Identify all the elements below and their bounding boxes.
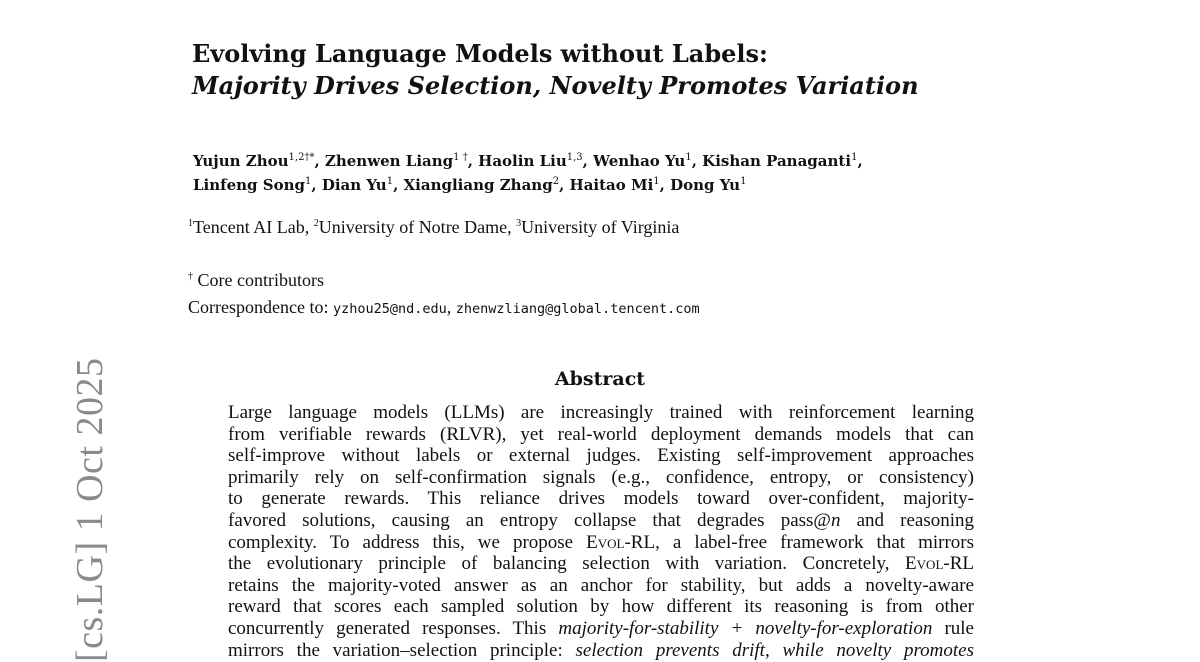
email-link[interactable]: zhenwzliang@global.tencent.com	[455, 301, 700, 317]
abstract-line: complexity. To address this, we propose Evol-RL, a label-free framework that mirrors	[228, 531, 975, 553]
title-line-2: Majority Drives Selection, Novelty Promotes Variation	[192, 71, 919, 100]
paper-title	[192, 38, 919, 102]
author: Wenhao Yu	[593, 152, 686, 170]
correspondence-label: Correspondence to:	[188, 297, 329, 317]
author: Kishan Panaganti	[702, 152, 852, 170]
author-sup: 1	[740, 176, 747, 187]
correspondence: Correspondence to: yzhou25@nd.edu, zhenwzliang@global.tencent.com	[188, 297, 700, 317]
abstract-heading: Abstract	[554, 368, 646, 390]
abstract-line: the evolutionary principle of balancing selection with variation. Concretely, Evol-RL	[228, 553, 974, 575]
contributors-note	[188, 270, 324, 291]
author-sup: 1,2†*	[288, 152, 315, 163]
author-sup: 1	[386, 176, 394, 187]
author: Haitao Mi	[569, 176, 654, 194]
email-link[interactable]: yzhou25@nd.edu	[332, 301, 447, 317]
abstract-body	[228, 402, 975, 661]
title-line-1: Evolving Language Models without Labels:	[192, 39, 768, 68]
author-sup: 1	[685, 152, 692, 163]
affiliation: Tencent AI Lab	[193, 217, 305, 237]
author-sup: 1 †	[453, 152, 468, 163]
affiliation: University of Notre Dame	[318, 217, 508, 237]
author: Dong Yu	[670, 176, 741, 194]
abstract-line: Large language models (LLMs) are increasingly trained with reinforcement learning	[228, 402, 974, 423]
contributor-text: Core contributors	[197, 270, 324, 290]
abstract-line: mirrors the variation–selection principle: selection prevents drift, while novelty promotes	[228, 639, 974, 661]
contributor-mark: †	[188, 271, 193, 282]
abstract-line: from verifiable rewards (RLVR), yet real-world deployment demands models that can	[228, 423, 974, 445]
abstract-line: primarily rely on self-confirmation signals (e.g., confidence, entropy, or consistency)	[228, 466, 974, 488]
author: Haolin Liu	[478, 152, 567, 170]
author-line-1: Yujun Zhou$^{1,2\dagger*}$, Zhenwen Liang$^{1 \dagger}$, Haolin Liu$^{1,3}$, Wenhao Yu$^1$, Kishan Panaganti$^1$,	[193, 152, 863, 170]
author-line-2: Linfeng Song$^1$, Dian Yu$^1$, Xiangliang Zhang$^2$, Haitao Mi$^1$, Dong Yu$^1$	[193, 176, 747, 194]
author: Dian Yu	[321, 176, 387, 194]
affiliation: University of Virginia	[521, 217, 680, 237]
author-sup: 2	[552, 176, 560, 187]
affil-sup: 2	[313, 218, 319, 229]
abstract-line: favored solutions, causing an entropy collapse that degrades pass@n and reasoning	[228, 509, 974, 531]
author-sup: 1,3	[566, 152, 583, 163]
abstract-line: concurrently generated responses. This majority-for-stability + novelty-for-exploration rule	[228, 617, 974, 639]
author-sup: 1	[305, 176, 312, 187]
abstract-line: reward that scores each sampled solution by how different its reasoning is from other	[228, 596, 974, 618]
author: Xiangliang Zhang	[403, 176, 553, 194]
affil-sup: 3	[516, 218, 522, 229]
affiliations: $^1$Tencent AI Lab, $^2$University of Notre Dame, $^3$University of Virginia	[188, 217, 680, 237]
abstract-line: self-improve without labels or external judges. Existing self-improvement approaches	[228, 445, 974, 467]
abstract-line: to generate rewards. This reliance drives models toward over-confident, majority-	[228, 488, 974, 510]
author: Zhenwen Liang	[324, 152, 454, 170]
author-sup: 1	[851, 152, 858, 163]
abstract-line: retains the majority-voted answer as an anchor for stability, but adds a novelty-aware	[228, 574, 974, 596]
author-sup: 1	[653, 176, 660, 187]
arxiv-stamp: [cs.LG] 1 Oct 2025	[69, 357, 111, 662]
author: Yujun Zhou	[193, 152, 289, 170]
author: Linfeng Song	[193, 176, 305, 194]
author-list	[193, 149, 863, 197]
affil-sup: 1	[188, 218, 193, 229]
